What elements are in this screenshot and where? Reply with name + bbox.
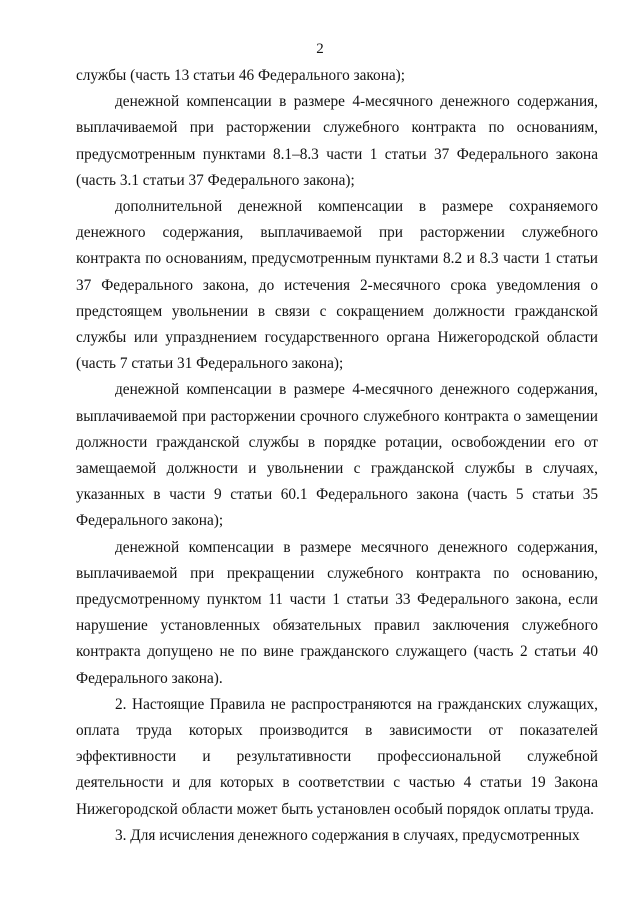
document-body	[76, 63, 598, 849]
paragraph-rule-2: 2. Настоящие Правила не распространяются на гражданских служащих, оплата труда которых производится в зависимости от показателей эффективности и результативности профессиональной служебной деятельности и для которых в соответствии с частью 4 статьи 19 Закона Нижегородской области может быть установлен особый порядок оплаты труда.	[76, 695, 598, 818]
paragraph-service-continuation: службы (часть 13 статьи 46 Федерального закона);	[76, 67, 406, 84]
paragraph-rotation-compensation: денежной компенсации в размере 4-месячного денежного содержания, выплачиваемой при расторжении срочного служебного контракта о замещении должности гражданской службы в порядке ротации, освобождении его от замещаемой должности и увольнении с гражданской службы в случаях, указанных в части 9 статьи 60.1 Федерального закона (часть 5 статьи 35 Федерального закона);	[76, 381, 598, 530]
paragraph-additional-compensation: дополнительной денежной компенсации в размере сохраняемого денежного содержания, выплачиваемой при расторжении служебного контракта по основаниям, предусмотренным пунктами 8.2 и 8.3 части 1 статьи 37 Федерального закона, до истечения 2-месячного срока уведомления о предстоящем увольнении в связи с сокращением должности гражданской службы или упразднением государственного органа Нижегородской области (часть 7 статьи 31 Федерального закона);	[76, 198, 598, 373]
page-number: 2	[316, 41, 324, 57]
paragraph-monthly-compensation: денежной компенсации в размере месячного денежного содержания, выплачиваемой при прекращении служебного контракта по основанию, предусмотренному пунктом 11 части 1 статьи 33 Федерального закона, если нарушение установленных обязательных правил заключения служебного контракта допущено не по вине гражданского служащего (часть 2 статьи 40 Федерального закона).	[76, 538, 598, 687]
paragraph-rule-3: 3. Для исчисления денежного содержания в случаях, предусмотренных	[115, 826, 580, 844]
paragraph-four-month-compensation: денежной компенсации в размере 4-месячного денежного содержания, выплачиваемой при расторжении служебного контракта по основаниям, предусмотренным пунктами 8.1–8.3 части 1 статьи 37 Федерального закона (часть 3.1 статьи 37 Федерального закона);	[76, 93, 598, 189]
